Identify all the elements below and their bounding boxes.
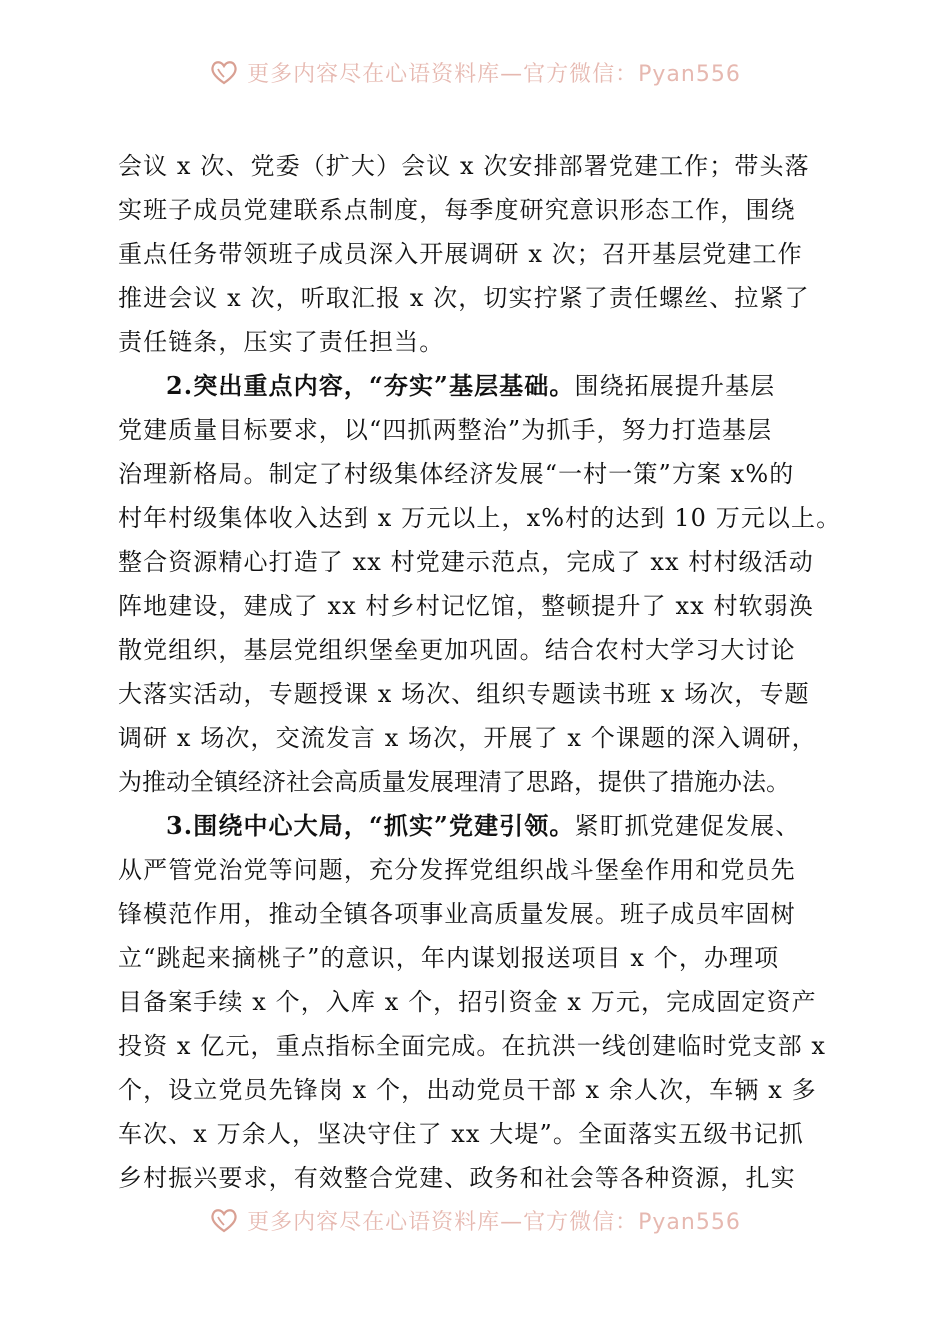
- header-watermark: [0, 52, 950, 92]
- heart-logo-icon: [209, 57, 239, 87]
- text-line: 党建质量目标要求，以“四抓两整治”为抓手，努力打造基层: [118, 416, 773, 444]
- text-line: 整合资源精心打造了 xx 村党建示范点，完成了 xx 村村级活动: [118, 548, 814, 576]
- text-line: 推进会议 x 次，听取汇报 x 次，切实拧紧了责任螺丝、拉紧了: [118, 284, 810, 312]
- text-line: 乡村振兴要求，有效整合党建、政务和社会等各种资源，扎实: [118, 1164, 796, 1192]
- text-line: 阵地建设，建成了 xx 村乡村记忆馆，整顿提升了 xx 村软弱涣: [118, 592, 814, 620]
- text-line: 村年村级集体收入达到 x 万元以上，x%村的达到 10 万元以上。: [118, 504, 842, 532]
- watermark-text: 更多内容尽在心语资料库—官方微信：Pyan556: [247, 1209, 741, 1235]
- text-line: 散党组织，基层党组织堡垒更加巩固。结合农村大学习大讨论: [118, 636, 796, 664]
- text-line: 投资 x 亿元，重点指标全面完成。在抗洪一线创建临时党支部 x: [118, 1032, 827, 1060]
- text-line: 车次、x 万余人，坚决守住了 xx 大堤”。全面落实五级书记抓: [118, 1120, 804, 1148]
- text-line: 重点任务带领班子成员深入开展调研 x 次；召开基层党建工作: [118, 240, 803, 268]
- text-span: 紧盯抓党建促发展、: [574, 812, 801, 840]
- text-line: 个，设立党员先锋岗 x 个，出动党员干部 x 余人次，车辆 x 多: [118, 1076, 817, 1104]
- text-line: 锋模范作用，推动全镇各项事业高质量发展。班子成员牢固树: [118, 900, 796, 928]
- text-line: 大落实活动，专题授课 x 场次、组织专题读书班 x 场次，专题: [118, 680, 810, 708]
- paragraph-first-line: [118, 804, 834, 848]
- section-heading: 3.围绕中心大局，“抓实”党建引领。: [166, 811, 575, 840]
- text-line: 从严管党治党等问题，充分发挥党组织战斗堡垒作用和党员先: [118, 856, 796, 884]
- text-line: 调研 x 场次，交流发言 x 场次，开展了 x 个课题的深入调研，: [118, 724, 817, 752]
- footer-watermark: [0, 1200, 950, 1240]
- text-line: 责任链条，压实了责任担当。: [118, 328, 445, 356]
- watermark-text: 更多内容尽在心语资料库—官方微信：Pyan556: [247, 61, 741, 87]
- text-line: 会议 x 次、党委（扩大）会议 x 次安排部署党建工作；带头落: [118, 152, 810, 180]
- document-body: [118, 144, 842, 1200]
- text-line: 实班子成员党建联系点制度，每季度研究意识形态工作，围绕: [118, 196, 796, 224]
- heart-logo-icon: [209, 1205, 239, 1235]
- paragraph-3: [118, 804, 834, 1200]
- text-line: 立“跳起来摘桃子”的意识，年内谋划报送项目 x 个，办理项: [118, 944, 780, 972]
- paragraph-1: [118, 144, 834, 364]
- text-line: 目备案手续 x 个，入库 x 个，招引资金 x 万元，完成固定资产: [118, 988, 817, 1016]
- paragraph-first-line: [118, 364, 834, 408]
- text-line: 治理新格局。制定了村级集体经济发展“一村一策”方案 x%的: [118, 460, 795, 488]
- text-span: 围绕拓展提升基层: [574, 372, 776, 400]
- paragraph-2: [118, 364, 842, 804]
- section-heading: 2.突出重点内容，“夯实”基层基础。: [166, 371, 575, 400]
- text-line: 为推动全镇经济社会高质量发展理清了思路，提供了措施办法。: [118, 768, 790, 796]
